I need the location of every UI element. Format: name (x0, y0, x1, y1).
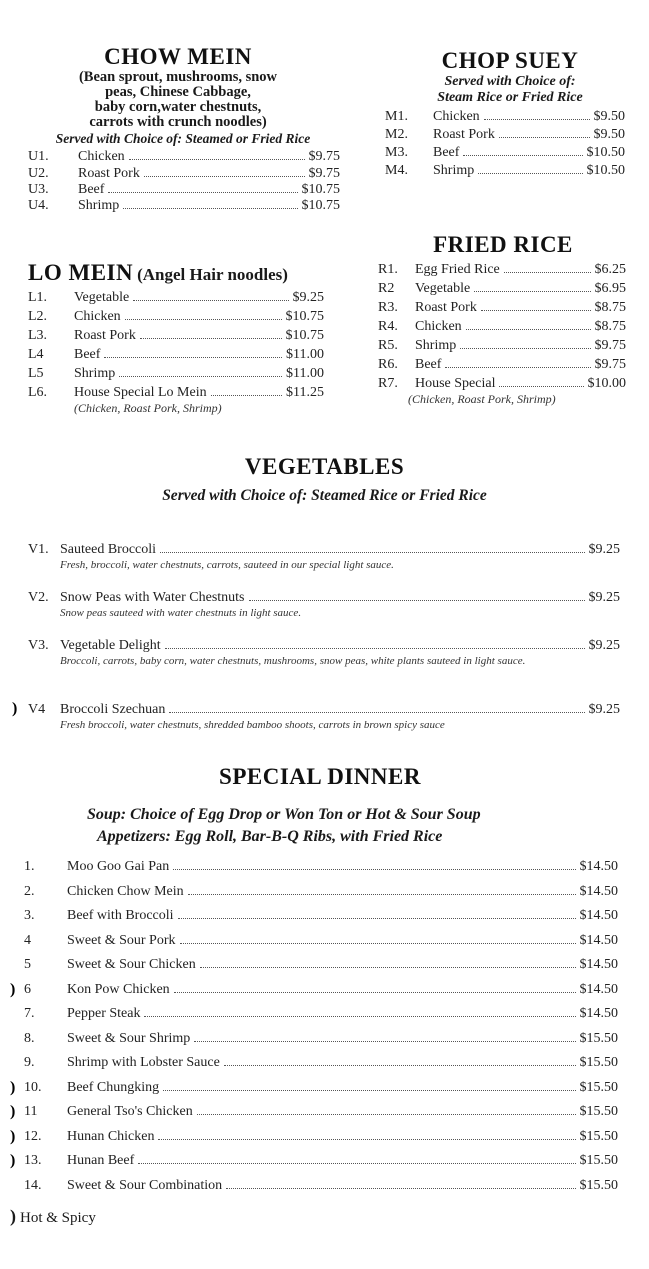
menu-item (24, 1174, 618, 1199)
item-name: Pepper Steak (67, 1006, 141, 1021)
item-name: Beef (415, 357, 442, 372)
item-name: House Special Lo Mein (74, 385, 207, 400)
dot-leader (174, 992, 576, 993)
item-price: $15.50 (579, 1153, 618, 1168)
item-code: V3. (28, 638, 49, 653)
item-name: Vegetable (74, 290, 130, 305)
dot-leader (123, 208, 297, 209)
menu-item (10, 1076, 618, 1101)
item-name: Broccoli Szechuan (60, 702, 166, 717)
dot-leader (466, 329, 591, 330)
fried-rice-special-note: (Chicken, Roast Pork, Shrimp) (408, 392, 556, 406)
item-code: U3. (28, 182, 49, 197)
item-price: $9.25 (588, 542, 620, 557)
pepper-icon: ) (10, 1103, 16, 1120)
chop-suey-list (385, 108, 625, 180)
dot-leader (125, 319, 282, 320)
item-code: R7. (378, 376, 398, 391)
item-code: R3. (378, 300, 398, 315)
vegetables-list (12, 540, 620, 740)
item-price: $10.75 (285, 328, 324, 343)
item-name: House Special (415, 376, 496, 391)
chop-suey-section (385, 48, 635, 180)
dot-leader (160, 552, 584, 553)
item-name: Chicken Chow Mein (67, 883, 184, 899)
dot-leader (138, 1163, 575, 1164)
chop-suey-title: CHOP SUEY (441, 48, 579, 73)
item-name: Beef with Broccoli (67, 908, 174, 923)
dot-leader (197, 1114, 576, 1115)
item-description: Snow peas sauteed with water chestnuts in light sauce. (60, 607, 302, 619)
item-price: $14.50 (579, 908, 618, 923)
menu-item (24, 1051, 618, 1076)
pepper-icon: ) (10, 980, 16, 998)
item-description: Fresh, broccoli, water chestnuts, carrots, sauteed in our special light sauce. (60, 559, 394, 571)
menu-item (10, 978, 618, 1003)
item-code: L4 (28, 347, 44, 362)
item-code: 11 (24, 1104, 38, 1119)
item-code: R2 (378, 281, 395, 296)
item-name: Egg Fried Rice (415, 262, 500, 277)
dot-leader (163, 1090, 575, 1091)
item-price: $14.50 (579, 859, 618, 874)
menu-item (12, 700, 620, 740)
menu-item (378, 317, 626, 336)
menu-item (378, 355, 626, 374)
item-price: $6.25 (594, 262, 626, 277)
item-price: $10.75 (301, 198, 340, 213)
item-code: 8. (24, 1030, 35, 1046)
lo-mein-section (28, 260, 338, 414)
dot-leader (108, 192, 297, 193)
menu-item (378, 336, 626, 355)
lo-mein-heading (28, 260, 338, 286)
item-price: $9.25 (292, 290, 324, 305)
item-price: $15.50 (579, 1128, 618, 1144)
item-code: U1. (28, 149, 49, 164)
menu-item (378, 260, 626, 279)
item-name: Shrimp (74, 366, 116, 381)
dot-leader (499, 137, 590, 138)
fried-rice-section (378, 232, 628, 405)
dot-leader (200, 967, 576, 968)
vegetables-section (0, 454, 649, 504)
item-code: U2. (28, 166, 49, 181)
dot-leader (158, 1139, 575, 1140)
menu-item (28, 182, 340, 198)
pepper-icon: ) (10, 1127, 16, 1145)
chop-suey-served-1: Served with Choice of: (444, 74, 576, 89)
item-code: 7. (24, 1006, 35, 1021)
dot-leader (249, 600, 585, 601)
item-name: Roast Pork (78, 166, 140, 181)
dot-leader (104, 357, 282, 358)
item-price: $9.75 (594, 357, 626, 372)
item-code: L1. (28, 290, 48, 305)
special-dinner-appetizers: Appetizers: Egg Roll, Bar-B-Q Ribs, with Fried Rice (97, 828, 443, 845)
item-name: Vegetable (415, 281, 471, 296)
item-name: Sweet & Sour Combination (67, 1177, 223, 1193)
item-name: Shrimp (78, 198, 120, 213)
item-name: Hunan Beef (67, 1153, 135, 1168)
item-code: 10. (24, 1079, 42, 1095)
lo-mein-title-note: (Angel Hair noodles) (137, 265, 288, 284)
dot-leader (211, 395, 282, 396)
item-code: R6. (378, 357, 398, 372)
item-code: M1. (385, 109, 408, 124)
menu-item (28, 288, 324, 307)
item-code: V4 (28, 702, 46, 717)
menu-item (28, 307, 324, 326)
menu-item (10, 1125, 618, 1150)
legend-text: Hot & Spicy (20, 1210, 96, 1226)
item-price: $6.95 (594, 281, 626, 296)
item-price: $14.50 (579, 1006, 618, 1021)
item-price: $10.50 (586, 145, 625, 160)
item-price: $9.25 (588, 590, 620, 605)
special-dinner-soup: Soup: Choice of Egg Drop or Won Ton or Hot & Sour Soup (87, 806, 481, 823)
item-code: V1. (28, 542, 49, 557)
item-name: Hunan Chicken (67, 1128, 155, 1144)
item-code: 12. (24, 1128, 42, 1144)
dot-leader (484, 119, 590, 120)
lo-mein-list (28, 288, 324, 414)
item-name: Vegetable Delight (60, 638, 161, 653)
dot-leader (194, 1041, 575, 1042)
item-price: $9.75 (308, 149, 340, 164)
menu-item (10, 1100, 618, 1125)
item-name: Beef (74, 347, 101, 362)
menu-item (28, 326, 324, 345)
dot-leader (445, 367, 590, 368)
item-price: $15.50 (579, 1177, 618, 1193)
menu-item (24, 855, 618, 880)
menu-item (24, 904, 618, 929)
item-code: 9. (24, 1055, 35, 1070)
chow-mein-desc-2: peas, Chinese Cabbage, (105, 84, 251, 100)
item-price: $9.75 (594, 338, 626, 353)
item-price: $10.50 (586, 163, 625, 178)
item-code: V2. (28, 590, 49, 605)
chow-mein-desc-4: carrots with crunch noodles) (89, 114, 267, 130)
item-code: L5 (28, 366, 44, 381)
lo-mein-special-note: (Chicken, Roast Pork, Shrimp) (74, 401, 222, 415)
dot-leader (133, 300, 288, 301)
dot-leader (224, 1065, 576, 1066)
chow-mein-title: CHOW MEIN (104, 44, 252, 69)
item-price: $9.25 (588, 702, 620, 717)
menu-item (385, 126, 625, 144)
item-code: 14. (24, 1177, 42, 1193)
chow-mein-served: Served with Choice of: Steamed or Fried Rice (55, 131, 311, 146)
menu-item (28, 383, 324, 402)
menu-item (28, 147, 340, 166)
pepper-icon: ) (10, 1078, 16, 1096)
menu-item (28, 345, 324, 364)
item-code: R5. (378, 338, 398, 353)
menu-item (378, 298, 626, 317)
item-price: $14.50 (579, 957, 618, 972)
item-code: 5 (24, 957, 31, 972)
pepper-icon: ) (10, 1206, 16, 1226)
pepper-icon: ) (12, 700, 18, 717)
item-price: $9.75 (308, 166, 340, 181)
item-price: $8.75 (594, 300, 626, 315)
item-name: Chicken (74, 309, 121, 324)
item-name: Shrimp (433, 163, 475, 178)
dot-leader (478, 173, 582, 174)
item-price: $15.50 (579, 1030, 618, 1046)
item-name: Shrimp (415, 338, 457, 353)
item-name: Roast Pork (415, 300, 477, 315)
item-description: Broccoli, carrots, baby corn, water chestnuts, mushrooms, snow peas, white plants sauteed in light sauce. (60, 655, 526, 667)
chow-mein-list (28, 147, 340, 214)
dot-leader (119, 376, 282, 377)
item-price: $14.50 (579, 981, 618, 997)
item-price: $10.75 (285, 309, 324, 324)
item-name: Chicken (415, 319, 462, 334)
item-name: Sauteed Broccoli (60, 542, 157, 557)
dot-leader (463, 155, 582, 156)
item-price: $11.25 (286, 385, 324, 400)
item-description: Fresh broccoli, water chestnuts, shredded bamboo shoots, carrots in brown spicy sauce (60, 719, 445, 731)
item-name: Snow Peas with Water Chestnuts (60, 590, 245, 605)
special-dinner-title: SPECIAL DINNER (219, 764, 421, 789)
menu-item (378, 279, 626, 298)
item-code: L2. (28, 309, 48, 324)
menu-item (24, 880, 618, 905)
menu-item (28, 166, 340, 182)
dot-leader (188, 894, 576, 895)
item-code: 3. (24, 908, 35, 923)
item-price: $14.50 (579, 932, 618, 948)
item-price: $11.00 (286, 347, 324, 362)
dot-leader (144, 1016, 575, 1017)
item-code: M2. (385, 127, 408, 142)
menu-item (385, 108, 625, 126)
item-price: $15.50 (579, 1104, 618, 1119)
dot-leader (481, 310, 591, 311)
lo-mein-title: LO MEIN (28, 260, 134, 285)
vegetables-served: Served with Choice of: Steamed Rice or Fried Rice (162, 487, 487, 504)
dot-leader (460, 348, 590, 349)
item-price: $8.75 (594, 319, 626, 334)
chop-suey-served-2: Steam Rice or Fried Rice (437, 90, 583, 105)
item-name: Beef (78, 182, 105, 197)
menu-item (28, 540, 620, 588)
chow-mein-section (8, 44, 358, 214)
fried-rice-list (378, 260, 626, 405)
item-name: Moo Goo Gai Pan (67, 859, 170, 874)
dot-leader (165, 648, 585, 649)
item-price: $15.50 (579, 1079, 618, 1095)
item-name: Roast Pork (433, 127, 495, 142)
item-code: L3. (28, 328, 48, 343)
item-price: $10.75 (301, 182, 340, 197)
menu-item (24, 953, 618, 978)
dot-leader (178, 918, 576, 919)
item-name: Sweet & Sour Shrimp (67, 1030, 191, 1046)
item-price: $9.50 (593, 127, 625, 142)
item-price: $9.25 (588, 638, 620, 653)
item-price: $10.00 (587, 376, 626, 391)
special-dinner-list (10, 855, 618, 1198)
vegetables-title: VEGETABLES (244, 454, 405, 479)
menu-item (24, 1027, 618, 1052)
dot-leader (504, 272, 591, 273)
item-code: L6. (28, 385, 48, 400)
dot-leader (169, 712, 584, 713)
item-code: R4. (378, 319, 398, 334)
item-code: 4 (24, 932, 31, 948)
chow-mein-desc-3: baby corn,water chestnuts, (94, 99, 262, 115)
item-code: 1. (24, 859, 35, 874)
item-price: $15.50 (579, 1055, 618, 1070)
menu-item (10, 1149, 618, 1174)
item-code: M4. (385, 163, 408, 178)
menu-item (24, 1002, 618, 1027)
dot-leader (499, 386, 583, 387)
dot-leader (144, 176, 305, 177)
item-price: $9.50 (593, 109, 625, 124)
menu-item (28, 588, 620, 636)
item-code: R1. (378, 262, 398, 277)
pepper-icon: ) (10, 1152, 16, 1169)
item-name: Roast Pork (74, 328, 136, 343)
item-name: Kon Pow Chicken (67, 981, 170, 997)
item-code: U4. (28, 198, 49, 213)
menu-item (28, 636, 620, 700)
fried-rice-title: FRIED RICE (433, 232, 573, 257)
menu-item (385, 162, 625, 180)
dot-leader (129, 159, 305, 160)
item-code: 6 (24, 981, 31, 997)
menu-item (385, 144, 625, 162)
dot-leader (180, 943, 576, 944)
dot-leader (140, 338, 282, 339)
item-name: General Tso's Chicken (67, 1104, 193, 1119)
menu-item (28, 364, 324, 383)
menu-item (378, 374, 626, 393)
special-dinner-section (0, 764, 649, 845)
item-name: Beef Chungking (67, 1079, 160, 1095)
item-code: 13. (24, 1153, 42, 1168)
menu-item (28, 198, 340, 214)
item-name: Beef (433, 145, 460, 160)
item-name: Sweet & Sour Pork (67, 932, 176, 948)
item-code: M3. (385, 145, 408, 160)
item-price: $11.00 (286, 366, 324, 381)
chow-mein-desc-1: (Bean sprout, mushrooms, snow (78, 69, 278, 85)
item-code: 2. (24, 883, 35, 899)
hot-spicy-legend (10, 1206, 96, 1227)
dot-leader (226, 1188, 575, 1189)
item-name: Sweet & Sour Chicken (67, 957, 196, 972)
dot-leader (474, 291, 590, 292)
item-name: Shrimp with Lobster Sauce (67, 1055, 220, 1070)
menu-item (24, 929, 618, 954)
dot-leader (173, 869, 575, 870)
item-price: $14.50 (579, 883, 618, 899)
item-name: Chicken (433, 109, 480, 124)
item-name: Chicken (78, 149, 125, 164)
